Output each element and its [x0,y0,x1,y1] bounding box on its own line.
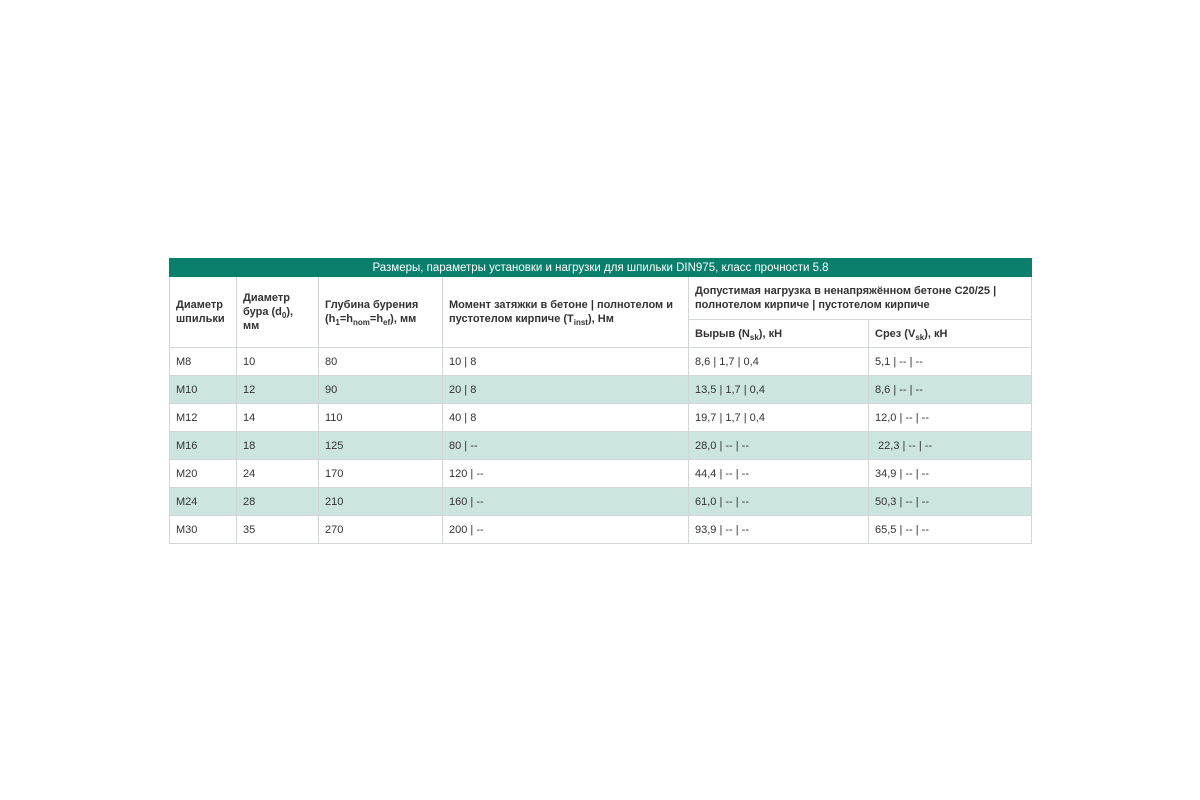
cell-drill-diameter: 28 [237,488,319,516]
cell-drill-diameter: 10 [237,348,319,376]
cell-pullout: 61,0 | -- | -- [689,488,869,516]
table-row [170,404,1032,432]
cell-diameter: M24 [170,488,237,516]
cell-diameter: M12 [170,404,237,432]
cell-drill-depth: 80 [319,348,443,376]
header-pullout: Вырыв $(N_{sk})$, кН [689,320,869,348]
cell-drill-depth: 210 [319,488,443,516]
header-shear: Срез $(V_{sk})$, кН [869,320,1032,348]
cell-drill-depth: 125 [319,432,443,460]
cell-pullout: 28,0 | -- | -- [689,432,869,460]
cell-diameter: M20 [170,460,237,488]
cell-drill-diameter: 35 [237,516,319,544]
cell-shear: 22,3 | -- | -- [869,432,1032,460]
cell-torque: 10 | 8 [443,348,689,376]
cell-shear: 65,5 | -- | -- [869,516,1032,544]
cell-shear: 12,0 | -- | -- [869,404,1032,432]
cell-torque: 160 | -- [443,488,689,516]
cell-drill-depth: 90 [319,376,443,404]
cell-shear: 50,3 | -- | -- [869,488,1032,516]
cell-shear: 5,1 | -- | -- [869,348,1032,376]
header-load-group: Допустимая нагрузка в ненапряжённом бетоне C20/25 | полнотелом кирпиче | пустотелом кирпиче [689,277,1032,320]
cell-pullout: 93,9 | -- | -- [689,516,869,544]
cell-diameter: M30 [170,516,237,544]
specs-table [169,258,1032,544]
table-row [170,348,1032,376]
cell-torque: 20 | 8 [443,376,689,404]
table-row [170,460,1032,488]
cell-torque: 40 | 8 [443,404,689,432]
cell-pullout: 44,4 | -- | -- [689,460,869,488]
cell-diameter: M8 [170,348,237,376]
cell-pullout: 19,7 | 1,7 | 0,4 [689,404,869,432]
cell-pullout: 13,5 | 1,7 | 0,4 [689,376,869,404]
cell-torque: 80 | -- [443,432,689,460]
cell-diameter: M10 [170,376,237,404]
cell-drill-diameter: 14 [237,404,319,432]
cell-torque: 200 | -- [443,516,689,544]
table-row [170,488,1032,516]
table-row [170,432,1032,460]
specs-table-container [169,258,1031,544]
cell-drill-diameter: 24 [237,460,319,488]
table-row [170,376,1032,404]
cell-drill-diameter: 12 [237,376,319,404]
cell-torque: 120 | -- [443,460,689,488]
cell-pullout: 8,6 | 1,7 | 0,4 [689,348,869,376]
cell-shear: 8,6 | -- | -- [869,376,1032,404]
cell-shear: 34,9 | -- | -- [869,460,1032,488]
table-caption: Размеры, параметры установки и нагрузки для шпильки DIN975, класс прочности 5.8 [170,259,1032,277]
header-torque: Момент затяжки в бетоне | полнотелом и пустотелом кирпиче $(T_{inst})$, Нм [443,277,689,348]
cell-drill-depth: 270 [319,516,443,544]
cell-diameter: M16 [170,432,237,460]
table-row [170,516,1032,544]
header-drill-depth: Глубина бурения $(h_1=h_{nom}=h_{ef})$, мм [319,277,443,348]
cell-drill-depth: 170 [319,460,443,488]
cell-drill-depth: 110 [319,404,443,432]
header-diameter: Диаметр шпильки [170,277,237,348]
cell-drill-diameter: 18 [237,432,319,460]
header-drill-diameter: Диаметр бура $(d_0)$, мм [237,277,319,348]
